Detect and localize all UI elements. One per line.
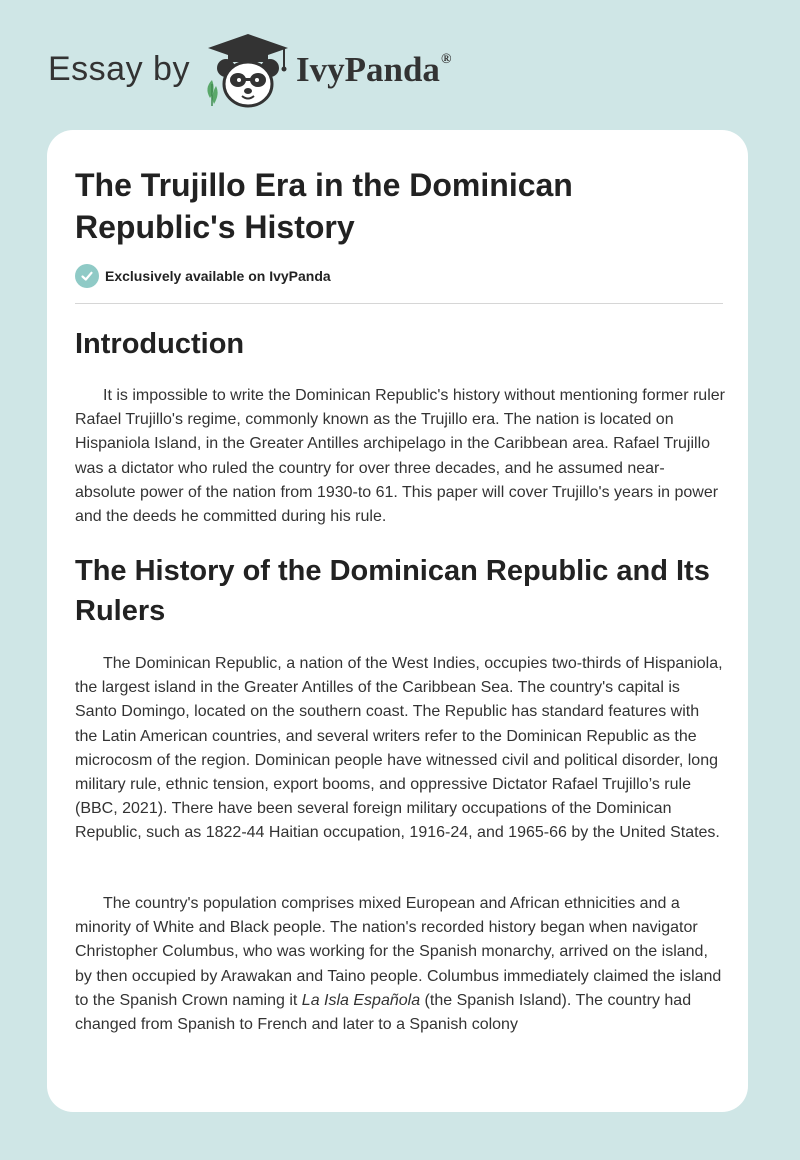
section-heading-history: The History of the Dominican Republic and Its Rulers (75, 555, 710, 627)
panda-logo-icon[interactable] (200, 34, 296, 108)
check-icon (75, 264, 99, 288)
registered-mark: ® (440, 52, 452, 67)
essay-by-label: Essay by (48, 50, 190, 88)
section-heading-introduction: Introduction (75, 328, 245, 360)
paragraph: The country's population comprises mixed European and African ethnicities and a minority of White and Black people. The nation's recorded history began when navigator Christopher Columbus, who was working for the Spanish monarchy, arrived on the island, by then occupied by Arawakan and Taino people. Columbus immediately claimed the island to the Spanish Crown naming it La Isla Española (the Spanish Island). The country had changed from Spanish to French and later to a Spanish colony (75, 895, 722, 1034)
paragraph: The Dominican Republic, a nation of the West Indies, occupies two-thirds of Hispaniola, the largest island in the Greater Antilles of the Caribbean Sea. The country's capital is Santo Domingo, located on the southern coast. The Republic has standard features with the Latin American countries, and several writers refer to the Dominican Republic as the microcosm of the region. Dominican people have witnessed civil and political disorder, long military rule, ethnic tension, export booms, and oppressive Dictator Rafael Trujillo’s rule (BBC, 2021). There have been several foreign military occupations of the Dominican Republic, such as 1822-44 Haitian occupation, 1916-24, and 1965-66 by the United States. (75, 655, 723, 842)
page-title: The Trujillo Era in the Dominican Republic's History (75, 167, 573, 245)
exclusive-badge (75, 263, 331, 289)
essay-card (47, 130, 748, 1112)
divider (75, 303, 723, 304)
brand-name[interactable]: IvyPanda® (296, 50, 452, 89)
exclusive-text: Exclusively available on IvyPanda (105, 268, 331, 284)
paragraph: It is impossible to write the Dominican Republic's history without mentioning former ruler Rafael Trujillo's regime, commonly known as the Trujillo era. The nation is located on Hispaniola Island, in the Greater Antilles archipelago in the Caribbean area. Rafael Trujillo was a dictator who ruled the country for over three decades, and he assumed near-absolute power of the nation from 1930-to 61. This paper will cover Trujillo's years in power and the deeds he committed during his rule. (75, 387, 725, 526)
italic-phrase: La Isla Española (301, 991, 421, 1009)
site-header (0, 0, 800, 130)
